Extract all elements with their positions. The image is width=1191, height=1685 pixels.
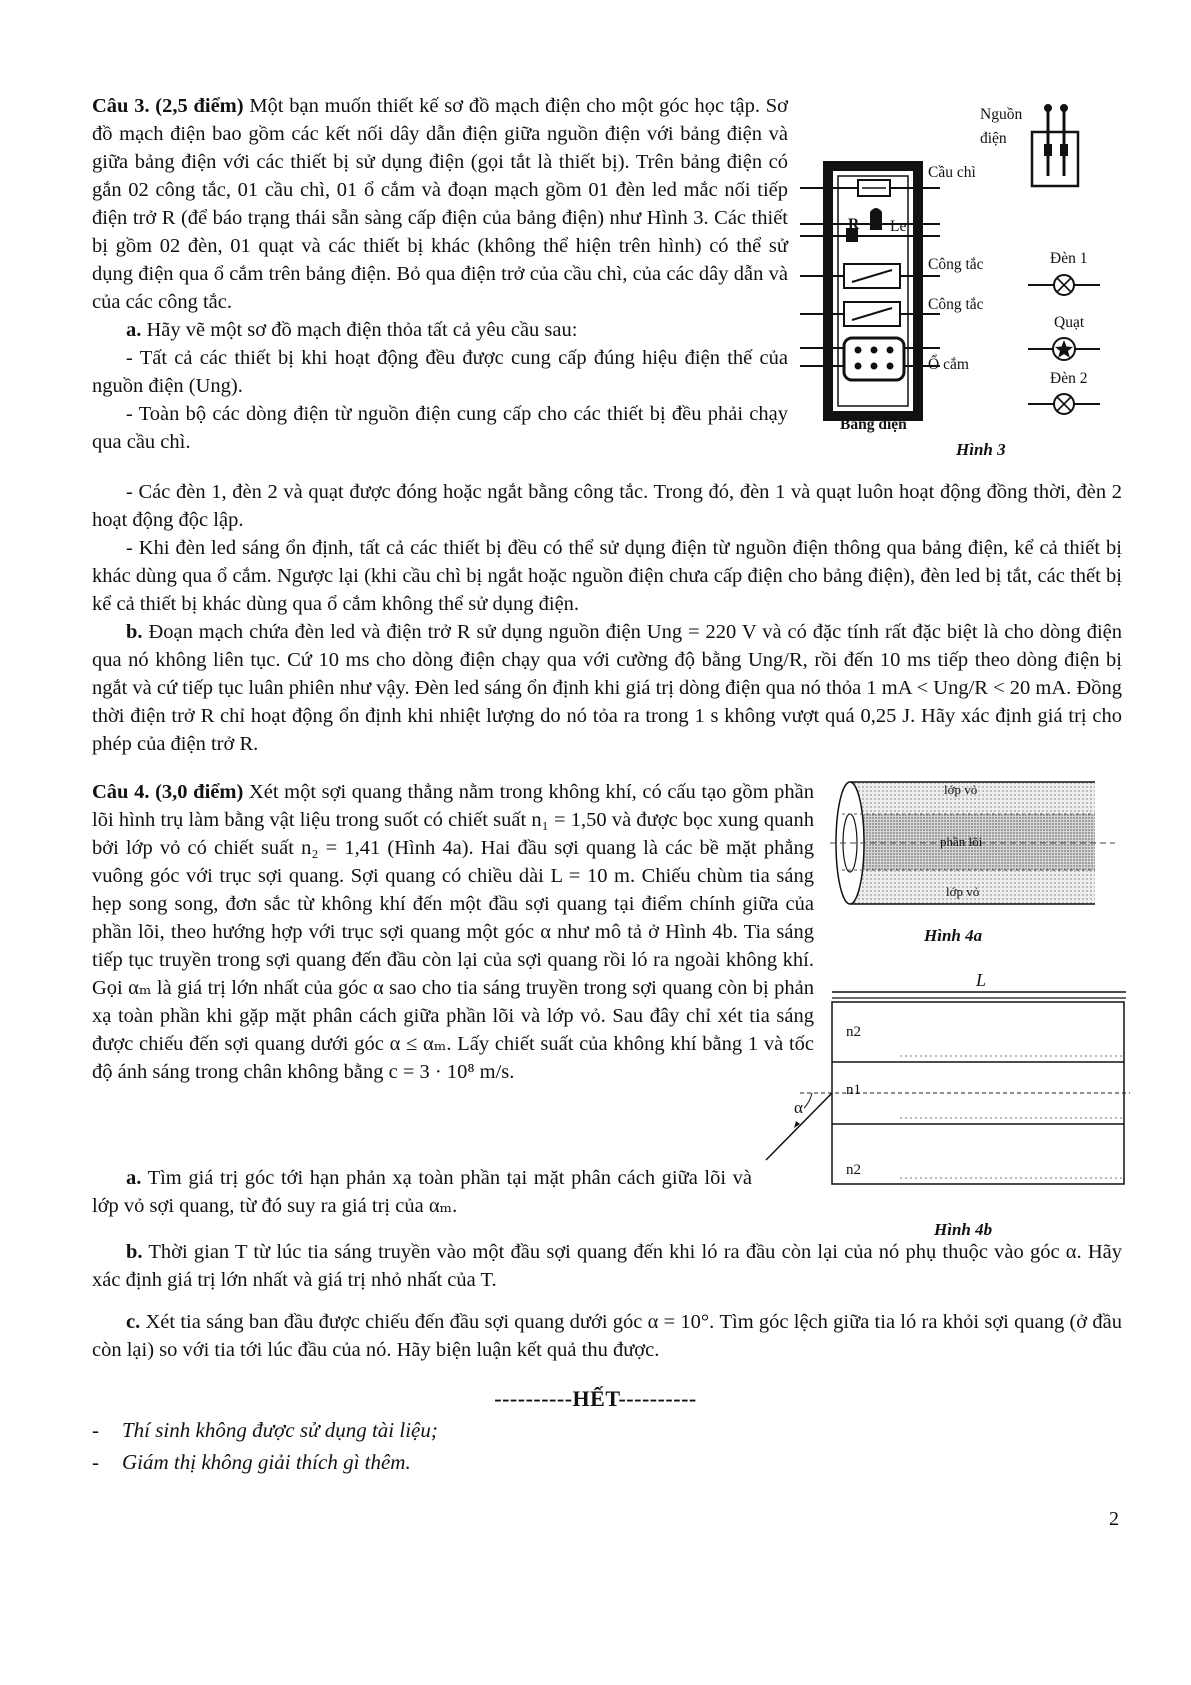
question-4 [92, 778, 814, 1086]
q4-b-label: b. [126, 1241, 143, 1263]
fig3-label-r: R [848, 216, 860, 233]
q3-req-2: - Toàn bộ các dòng điện từ nguồn điện cung cấp cho các thiết bị đều phải chạy qua cầu chì. [92, 403, 788, 453]
q4-a-label: a. [126, 1167, 142, 1189]
q3-heading: Câu 3. (2,5 điểm) [92, 95, 244, 117]
fig4a-label-lop-vo-top: lớp vỏ [944, 782, 978, 797]
fig3-label-led: Le [890, 218, 907, 235]
q3-intro: Một bạn muốn thiết kế sơ đồ mạch điện cho một góc học tập. Sơ đồ mạch điện bao gồm các kết nối dây dẫn điện giữa nguồn điện với bảng điện và giữa bảng điện với các thiết bị sử dụng điện (gọi tắt là thiết bị). Trên bảng điện có gắn 02 công tắc, 01 cầu chì, 01 ổ cắm và đoạn mạch gồm 01 đèn led mắc nối tiếp điện trở R (để báo trạng thái sẵn sàng cấp điện của bảng điện) như Hình 3. Các thiết bị gồm 02 đèn, 01 quạt và các thiết bị khác (không thể hiện trên hình) có thể sử dụng điện qua ổ cắm trên bảng điện. Bỏ qua điện trở của cầu chì, của các dây dẫn và của các công tắc. [92, 95, 788, 313]
q3-b-text: Đoạn mạch chứa đèn led và điện trở R sử dụng nguồn điện Ung = 220 V và có đặc tính rất đặc biệt là cho dòng điện qua nó không liên tục. Cứ 10 ms cho dòng điện chạy qua với cường độ bằng Ung/R, rồi đến 10 ms tiếp theo dòng điện bị ngắt và cứ tiếp tục luân phiên như vậy. Đèn led sáng ổn định khi giá trị dòng điện qua nó thỏa 1 mA < Ung/R < 20 mA. Đồng thời điện trở R chỉ hoạt động ổn định khi nhiệt lượng do nó tỏa ra trong 1 s không vượt quá 0,25 J. Hãy xác định giá trị cho phép của điện trở R. [92, 621, 1122, 755]
fig3-label-cong-tac-2: Công tắc [928, 296, 984, 313]
q3-a-text: Hãy vẽ một sơ đồ mạch điện thỏa tất cả yêu cầu sau: [141, 319, 578, 341]
note-2: - Giám thị không giải thích gì thêm. [92, 1450, 411, 1474]
fig3-label-bang-dien: Bảng điện [840, 416, 907, 433]
q4-heading: Câu 4. (3,0 điểm) [92, 781, 244, 803]
power-source-icon [1032, 104, 1078, 186]
q4-part-a [92, 1164, 752, 1220]
end-marker: ----------HẾT---------- [494, 1386, 697, 1411]
fig3-caption: Hình 3 [956, 440, 1006, 459]
fig4b-label-L: L [976, 970, 987, 990]
q3-part-a [92, 316, 788, 344]
fig3-label-nguon: Nguồn [980, 106, 1023, 123]
note-1-text: Thí sinh không được sử dụng tài liệu; [122, 1418, 438, 1442]
fig3-label-den-2: Đèn 2 [1050, 370, 1088, 387]
q3-a-label: a. [126, 319, 142, 341]
q4-a-text: Tìm giá trị góc tới hạn phản xạ toàn phần tại mặt phân cách giữa lõi và lớp vỏ sợi quang, từ đó suy ra giá trị của αₘ. [92, 1167, 752, 1217]
q3-req-1: - Tất cả các thiết bị khi hoạt động đều được cung cấp đúng hiệu điện thế của nguồn điện (Ung). [92, 347, 788, 397]
fig4b-label-n2-bottom: n2 [846, 1162, 861, 1178]
q4-c-label: c. [126, 1311, 141, 1333]
fig4b-label-n2-top: n2 [846, 1024, 861, 1040]
q4-c-text: Xét tia sáng ban đầu được chiếu đến đầu sợi quang dưới góc α = 10°. Tìm góc lệch giữa tia ló ra khỏi sợi quang (ở đầu còn lại) so với tia tới lúc đầu của nó. Hãy biện luận kết quả thu được. [92, 1311, 1122, 1361]
note-2-text: Giám thị không giải thích gì thêm. [122, 1450, 411, 1474]
q3-part-b [92, 618, 1122, 758]
fig3-label-cong-tac-1: Công tắc [928, 256, 984, 273]
lamp-2-icon [1028, 394, 1100, 414]
fig4a-label-lop-vo-bottom: lớp vỏ [946, 884, 980, 899]
fig4b-label-n1: n1 [846, 1082, 861, 1098]
fig4a-caption: Hình 4a [924, 926, 983, 945]
q3-continued [92, 478, 1122, 758]
fan-icon [1028, 338, 1100, 360]
fig3-label-den-1: Đèn 1 [1050, 250, 1088, 267]
page-number: 2 [1109, 1508, 1119, 1530]
fig4a-label-phan-loi: phần lõi [940, 834, 983, 849]
fig3-label-cau-chi: Cầu chì [928, 164, 976, 181]
q3-req-4: - Khi đèn led sáng ổn định, tất cả các thiết bị đều có thể sử dụng điện từ nguồn điện thông qua bảng điện, kể cả thiết bị khác dùng qua ổ cắm. Ngược lại (khi cầu chì bị ngắt hoặc nguồn điện chưa cấp điện cho bảng điện), đèn led bị tắt, các thết bị kể cả thiết bị khác dùng qua ổ cắm không thể sử dụng điện. [92, 537, 1122, 615]
q4-part-b-c [92, 1238, 1122, 1364]
q4-intro: Xét một sợi quang thẳng nằm trong không khí, có cấu tạo gồm phần lõi hình trụ làm bằng vật liệu trong suốt có chiết suất n₁ = 1,50 và được bọc xung quanh bởi lớp vỏ có chiết suất n₂ = 1,41 (Hình 4a). Hai đầu sợi quang là các bề mặt phẳng vuông góc với trục sợi quang. Sợi quang có chiều dài L = 10 m. Chiếu chùm tia sáng hẹp song song, đơn sắc từ không khí đến một đầu sợi quang tại điểm chính giữa của phần lõi, theo hướng hợp với trục sợi quang một góc α như mô tả ở Hình 4b. Tia sáng tiếp tục truyền trong sợi quang đến đầu còn lại của sợi quang rồi ló ra ngoài không khí. Gọi αₘ là giá trị lớn nhất của góc α sao cho tia sáng truyền trong sợi quang còn bị phản xạ toàn phần khi gặp mặt phân cách giữa phần lõi và lớp vỏ. Sau đây chỉ xét tia sáng được chiếu đến sợi quang dưới góc α ≤ αₘ. Lấy chiết suất của không khí bằng 1 và tốc độ ánh sáng trong chân không bằng c = 3 · 10⁸ m/s. [92, 781, 815, 1083]
q3-req-3: - Các đèn 1, đèn 2 và quạt được đóng hoặc ngắt bằng công tắc. Trong đó, đèn 1 và quạt luôn hoạt động đồng thời, đèn 2 hoạt động độc lập. [92, 481, 1122, 531]
fig3-label-quat: Quạt [1054, 314, 1085, 331]
lamp-1-icon [1028, 275, 1100, 295]
fig4b-caption: Hình 4b [934, 1220, 993, 1239]
q4-b-text: Thời gian T từ lúc tia sáng truyền vào một đầu sợi quang đến khi ló ra đầu còn lại của nó phụ thuộc vào góc α. Hãy xác định giá trị lớn nhất và giá trị nhỏ nhất của T. [92, 1241, 1122, 1291]
figure-4b-fiber-section [760, 990, 1130, 1200]
note-1: - Thí sinh không được sử dụng tài liệu; [92, 1418, 438, 1442]
question-3 [92, 92, 788, 456]
fig3-label-o-cam: Ổ cắm [928, 356, 969, 373]
fig4b-label-alpha: α [794, 1098, 803, 1117]
fig3-label-dien: điện [980, 130, 1007, 147]
q3-b-label: b. [126, 621, 143, 643]
